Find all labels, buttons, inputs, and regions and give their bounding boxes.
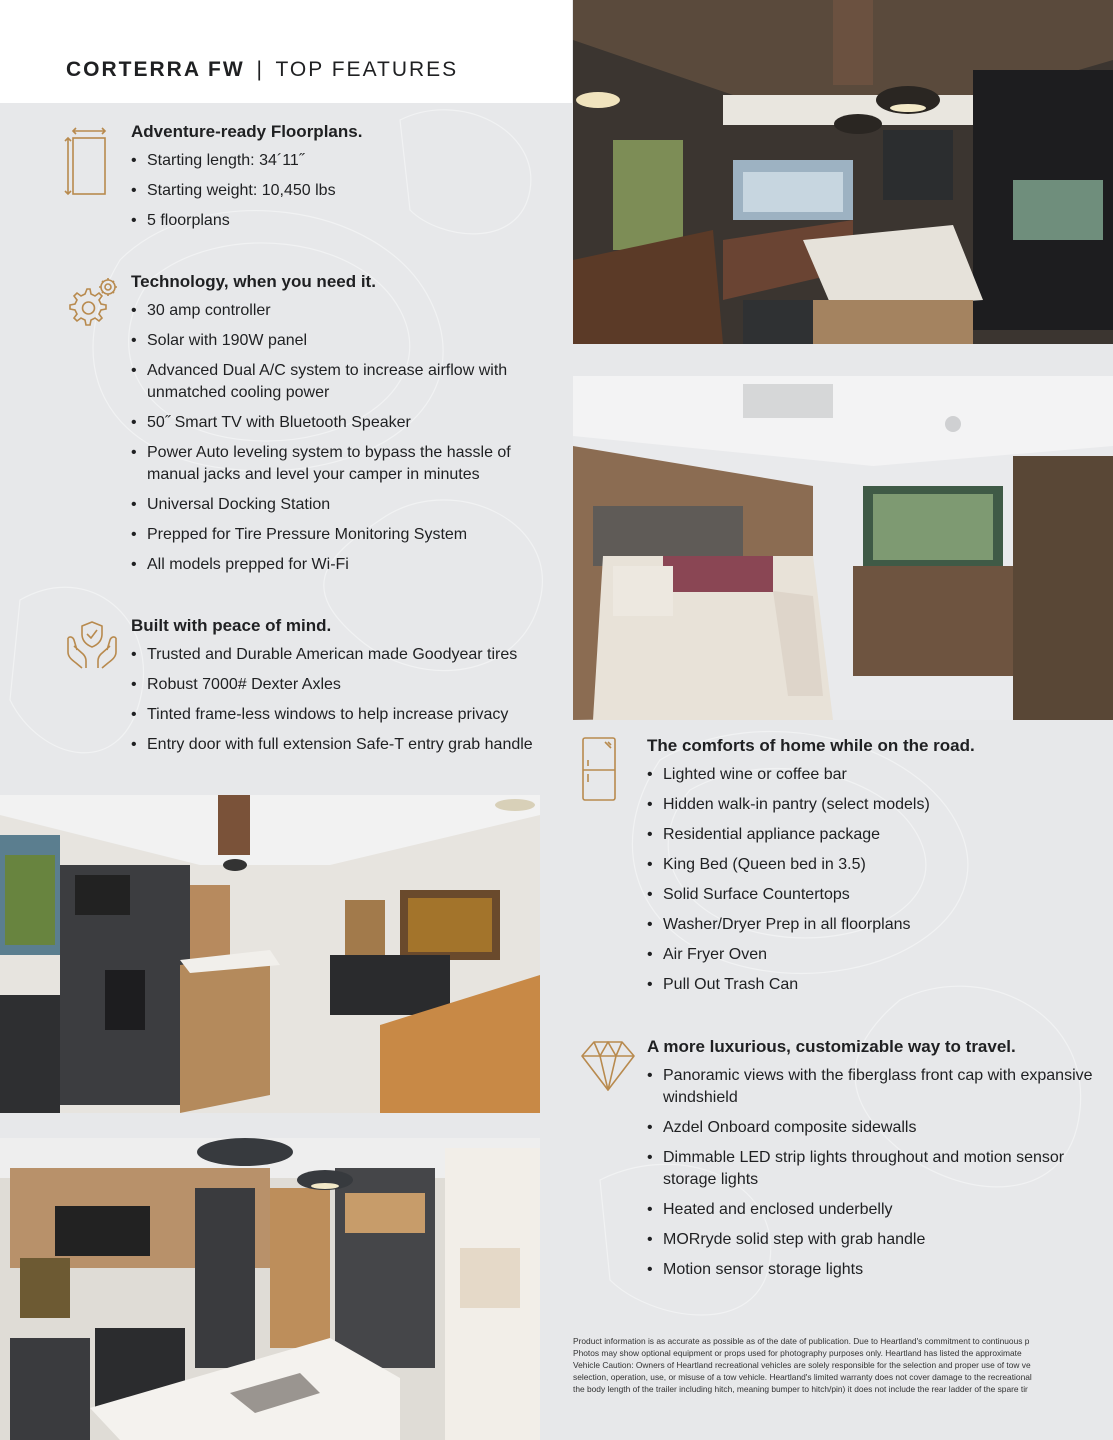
list-item: • Power Auto leveling system to bypass the hassle of manual jacks and level your camper in minutes <box>131 442 561 486</box>
list-item: • Panoramic views with the fiberglass front cap with expansive windshield <box>647 1065 1107 1109</box>
list-item: • Universal Docking Station <box>131 494 561 516</box>
section-title: A more luxurious, customizable way to travel. <box>647 1037 1016 1056</box>
list-item: • Solar with 190W panel <box>131 330 561 352</box>
gears-icon <box>63 275 119 331</box>
page-title <box>66 58 458 82</box>
list-item: • King Bed (Queen bed in 3.5) <box>647 854 1107 876</box>
list-item: • Lighted wine or coffee bar <box>647 764 1107 786</box>
list-item: • Pull Out Trash Can <box>647 974 1107 996</box>
list-item: • Heated and enclosed underbelly <box>647 1199 1107 1221</box>
list-item: • Washer/Dryer Prep in all floorplans <box>647 914 1107 936</box>
section-title: The comforts of home while on the road. <box>647 736 975 755</box>
list-item: • Azdel Onboard composite sidewalls <box>647 1117 1107 1139</box>
list-item: • 5 floorplans <box>131 210 561 232</box>
list-item: • Prepped for Tire Pressure Monitoring System <box>131 524 561 546</box>
list-item: • Motion sensor storage lights <box>647 1259 1107 1281</box>
section-title: Adventure-ready Floorplans. <box>131 122 363 141</box>
list-item: • 50˝ Smart TV with Bluetooth Speaker <box>131 412 561 434</box>
disclaimer-line: Vehicle Caution: Owners of Heartland recreational vehicles are solely responsible for the selection and proper use of tow ve <box>573 1359 1031 1370</box>
section-title: Built with peace of mind. <box>131 616 332 635</box>
photo-bedroom <box>573 376 1113 720</box>
list-item: • Entry door with full extension Safe-T entry grab handle <box>131 734 561 756</box>
page-subtitle: TOP FEATURES <box>275 58 459 81</box>
photo-galley <box>0 795 540 1113</box>
section-title: Technology, when you need it. <box>131 272 376 291</box>
header-band <box>0 0 572 103</box>
list-item: • Robust 7000# Dexter Axles <box>131 674 561 696</box>
list-item: • MORryde solid step with grab handle <box>647 1229 1107 1251</box>
list-item: • Dimmable LED strip lights throughout and motion sensor storage lights <box>647 1147 1107 1191</box>
list-item: • Trusted and Durable American made Goodyear tires <box>131 644 561 666</box>
list-item: • Solid Surface Countertops <box>647 884 1107 906</box>
list-item: • Residential appliance package <box>647 824 1107 846</box>
list-item: • Hidden walk-in pantry (select models) <box>647 794 1107 816</box>
disclaimer-line: Product information is as accurate as possible as of the date of publication. Due to Heartland's commitment to continuous p <box>573 1336 1030 1346</box>
floorplan-dimensions-icon <box>64 126 110 196</box>
disclaimer-line: Photos may show optional equipment or props used for photography purposes only. Heartland has listed the approximate <box>573 1347 1022 1358</box>
brand-name: CORTERRA FW <box>66 58 245 81</box>
list-item: • Tinted frame-less windows to help increase privacy <box>131 704 561 726</box>
list-item: • All models prepped for Wi-Fi <box>131 554 561 576</box>
list-item: • 30 amp controller <box>131 300 561 322</box>
list-item: • Air Fryer Oven <box>647 944 1107 966</box>
hands-shield-icon <box>64 620 120 670</box>
photo-kitchen-island <box>0 1138 540 1440</box>
list-item: • Starting weight: 10,450 lbs <box>131 180 561 202</box>
disclaimer-line: the body length of the trailer including hitch, meaning bumper to hitch/pin) it does not include the rear ladder of the spare tir <box>573 1383 1028 1394</box>
legal-disclaimer <box>573 1336 1113 1396</box>
refrigerator-icon <box>581 736 617 802</box>
diamond-icon <box>580 1040 636 1092</box>
list-item: • Advanced Dual A/C system to increase airflow with unmatched cooling power <box>131 360 561 404</box>
photo-living-kitchen <box>573 0 1113 344</box>
title-separator: | <box>256 58 265 81</box>
list-item: • Starting length: 34´11˝ <box>131 150 561 172</box>
disclaimer-line: selection, operation, use, or misuse of a tow vehicle. Heartland's limited warranty does not cover damage to the recreational <box>573 1371 1032 1382</box>
